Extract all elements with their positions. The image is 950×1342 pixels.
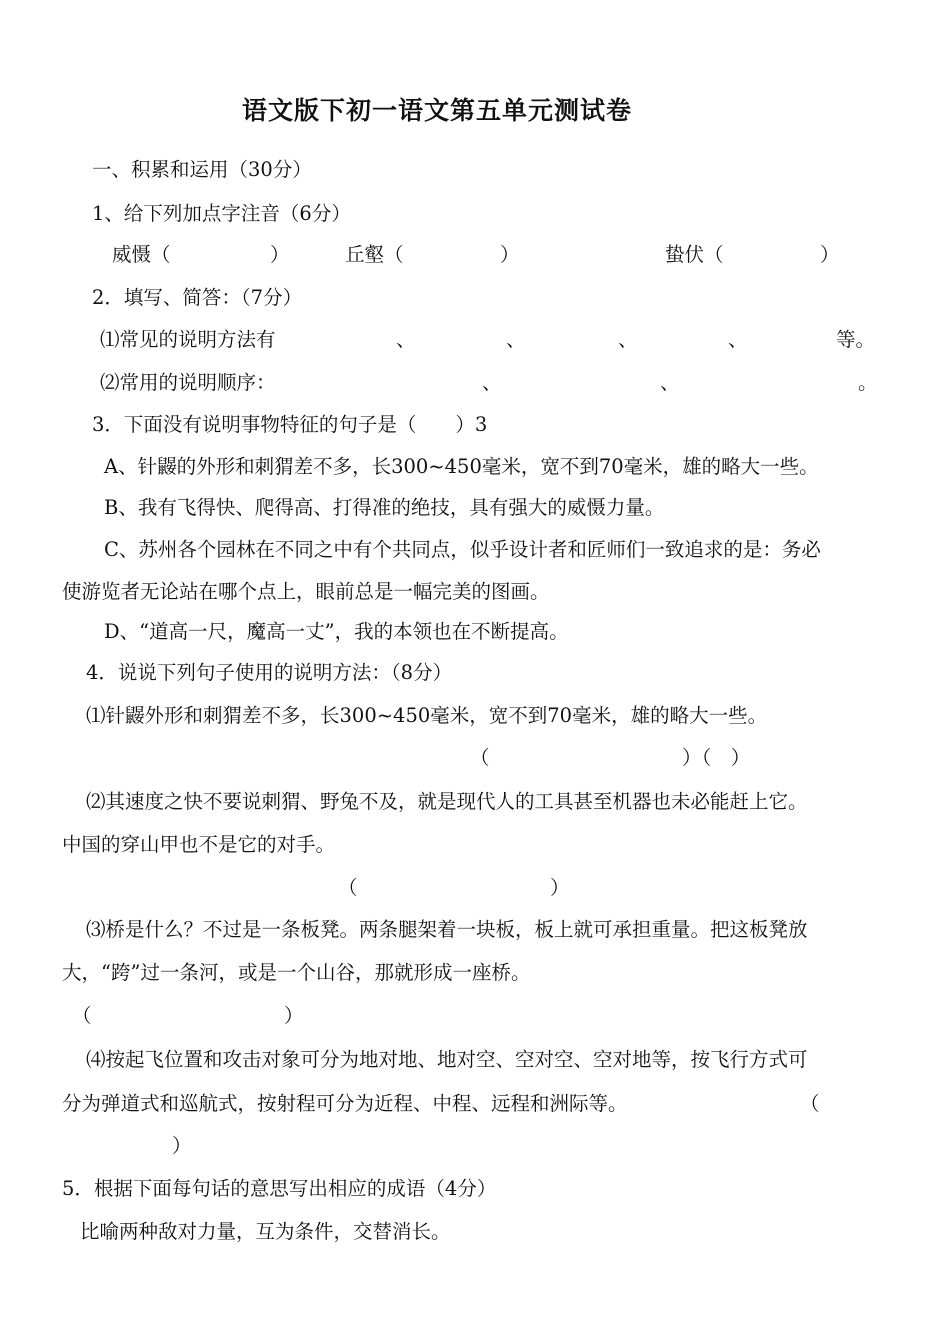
page-title: 语文版下初一语文第五单元测试卷 <box>241 96 632 125</box>
option-c-line-1: C、苏州各个园林在不同之中有个共同点，似乎设计者和匠师们一致追求的是：务必 <box>104 538 821 561</box>
blank-close: ） <box>550 876 570 899</box>
pinyin-item-2-close: ） <box>500 243 520 266</box>
pinyin-item-2-label: 丘壑（ <box>345 243 404 266</box>
pinyin-item-1-close: ） <box>270 243 290 266</box>
pinyin-item-1-label: 威慑（ <box>112 243 171 266</box>
blank-open: （ <box>338 876 358 899</box>
sentence-3-line-2: 大，“跨”过一条河，或是一个山谷，那就形成一座桥。 <box>62 961 531 984</box>
sentence-2-line-1: ⑵其速度之快不要说刺猬、野兔不及，就是现代人的工具甚至机器也未必能赶上它。 <box>86 790 808 813</box>
separator: 。 <box>858 371 878 394</box>
question-2a-text: ⑴常见的说明方法有 <box>100 328 276 351</box>
pinyin-item-3-close: ） <box>820 243 840 266</box>
answer-blank-4-close <box>0 1134 950 1160</box>
separator: 、 <box>506 328 526 351</box>
option-b: B、我有飞得快、爬得高、打得准的绝技，具有强大的威慑力量。 <box>104 496 665 519</box>
sentence-1: ⑴针鼹外形和刺猬差不多，长300~450毫米，宽不到70毫米，雄的略大一些。 <box>86 704 768 727</box>
question-2a <box>0 328 950 354</box>
blank-open: （ <box>72 1004 92 1027</box>
separator: 、 <box>618 328 638 351</box>
question-3-stem: 3．下面没有说明事物特征的句子是（ ）3 <box>92 413 488 436</box>
answer-blank-1 <box>0 746 950 772</box>
separator: 、 <box>660 371 680 394</box>
answer-blank-4-open <box>0 1092 950 1118</box>
option-c-line-2: 使游览者无论站在哪个点上，眼前总是一幅完美的图画。 <box>62 580 550 603</box>
separator: 、 <box>728 328 748 351</box>
separator: 、 <box>396 328 416 351</box>
blank-close: ）（ ） <box>682 746 751 769</box>
section-heading: 一、积累和运用（30分） <box>92 158 312 181</box>
option-d: D、“道高一尺，魔高一丈”，我的本领也在不断提高。 <box>104 620 569 643</box>
answer-blank-2 <box>0 876 950 902</box>
question-1-stem: 1、给下列加点字注音（6分） <box>92 202 351 225</box>
sentence-3-line-1: ⑶桥是什么？不过是一条板凳。两条腿架着一块板，板上就可承担重量。把这板凳放 <box>86 918 808 941</box>
separator: 等。 <box>836 328 876 351</box>
sentence-2-line-2: 中国的穿山甲也不是它的对手。 <box>62 833 336 856</box>
blank-open: （ <box>470 746 490 769</box>
question-2-stem: 2．填写、简答：（7分） <box>92 286 303 309</box>
question-5-sentence-1: 比喻两种敌对力量，互为条件，交替消长。 <box>80 1220 451 1243</box>
blank-close: ） <box>172 1134 192 1157</box>
question-5-stem: 5．根据下面每句话的意思写出相应的成语（4分） <box>62 1177 497 1200</box>
question-1-items <box>0 243 950 269</box>
blank-close: ） <box>284 1004 304 1027</box>
separator: 、 <box>482 371 502 394</box>
blank-open: （ <box>800 1092 820 1115</box>
question-2b-text: ⑵常用的说明顺序： <box>100 371 276 394</box>
pinyin-item-3-label: 蛰伏（ <box>665 243 724 266</box>
question-2b <box>0 371 950 397</box>
answer-blank-3 <box>0 1004 950 1030</box>
sentence-4-line-1: ⑷按起飞位置和攻击对象可分为地对地、地对空、空对空、空对地等，按飞行方式可 <box>86 1048 808 1071</box>
question-4-stem: 4．说说下列句子使用的说明方法：（8分） <box>86 661 453 684</box>
option-a: A、针鼹的外形和刺猬差不多，长300~450毫米，宽不到70毫米，雄的略大一些。 <box>104 455 819 478</box>
sentence-4-line-2: 分为弹道式和巡航式，按射程可分为近程、中程、远程和洲际等。 <box>62 1092 628 1115</box>
